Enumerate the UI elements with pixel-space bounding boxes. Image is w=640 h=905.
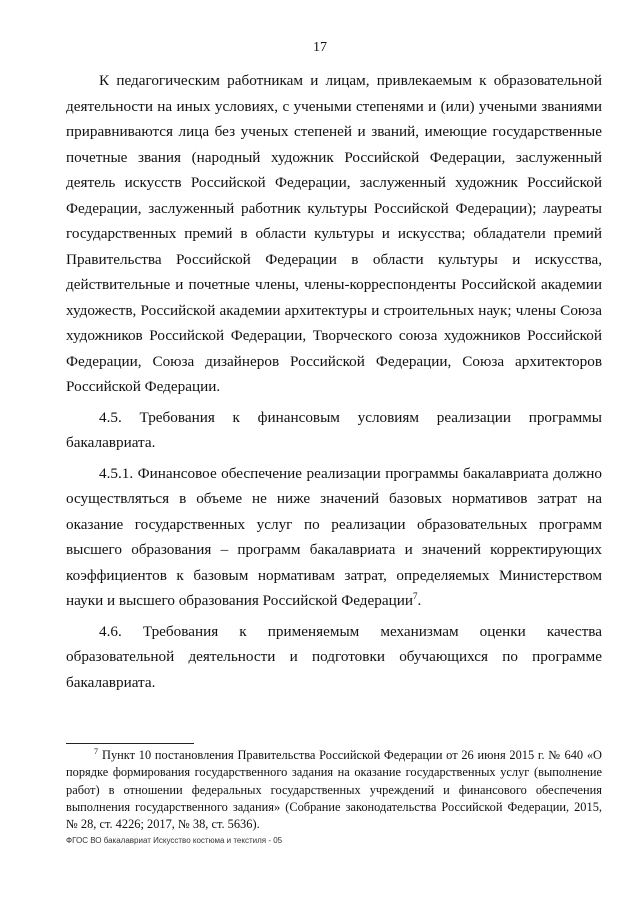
footnote-number: 7 (94, 746, 98, 756)
paragraph-section-4-5-1-end: . (417, 592, 422, 609)
paragraph-section-4-5-1 (66, 461, 602, 614)
paragraph-section-4-6: 4.6. Требования к применяемым механизмам оценки качества образовательной деятельности и подготовки обучающихся по программе бакалавриата. (66, 622, 602, 691)
page-number: 17 (313, 40, 327, 55)
footnote-text: Пункт 10 постановления Правительства Российской Федерации от 26 июня 2015 г. № 640 «О порядке формирования государственного задания на оказание государственных услуг (выполнение работ) в отношении федеральных государственных учреждений и финансового обеспечения выполнения государственного задания» (Собрание законодательства Российской Федерации, 2015, № 28, ст. 4226; 2017, № 38, ст. 5636). (66, 748, 602, 832)
paragraph-section-4-5-1-text: 4.5.1. Финансовое обеспечение реализации программы бакалавриата должно осуществляться в объеме не ниже значений базовых нормативов затрат на оказание государственных услуг по реализации образовательных программ высшего образования – программ бакалавриата и значений корректирующих коэффициентов к базовым нормативам затрат, определяемых Министерством науки и высшего образования Российской Федерации (66, 464, 602, 609)
footnote-reference: 7 (413, 590, 418, 601)
paragraph-pedagogical-staff: К педагогическим работникам и лицам, привлекаемым к образовательной деятельности на иных условиях, с учеными степенями и (или) учеными званиями приравниваются лица без ученых степеней и званий, имеющие государственные почетные звания (народный художник Российской Федерации, заслуженный деятель искусств Российской Федерации, заслуженный художник Российской Федерации, заслуженный работник культуры Российской Федерации); лауреаты государственных премий в области культуры и искусства; обладатели премий Правительства Российской Федерации в области культуры и искусства, действительные и почетные члены, члены-корреспонденты Российской академии художеств, Российской академии архитектуры и строительных наук; члены Союза художников Российской Федерации, Творческого союза художников Российской Федерации, Союза дизайнеров Российской Федерации, Союза архитекторов Российской Федерации. (66, 72, 602, 395)
paragraph-section-4-5: 4.5. Требования к финансовым условиям реализации программы бакалавриата. (66, 408, 602, 451)
footnote (66, 747, 602, 833)
document-footer: ФГОС ВО бакалавриат Искусство костюма и текстиля - 05 (66, 836, 283, 845)
body-text (66, 68, 602, 695)
footnote-separator (66, 743, 194, 744)
